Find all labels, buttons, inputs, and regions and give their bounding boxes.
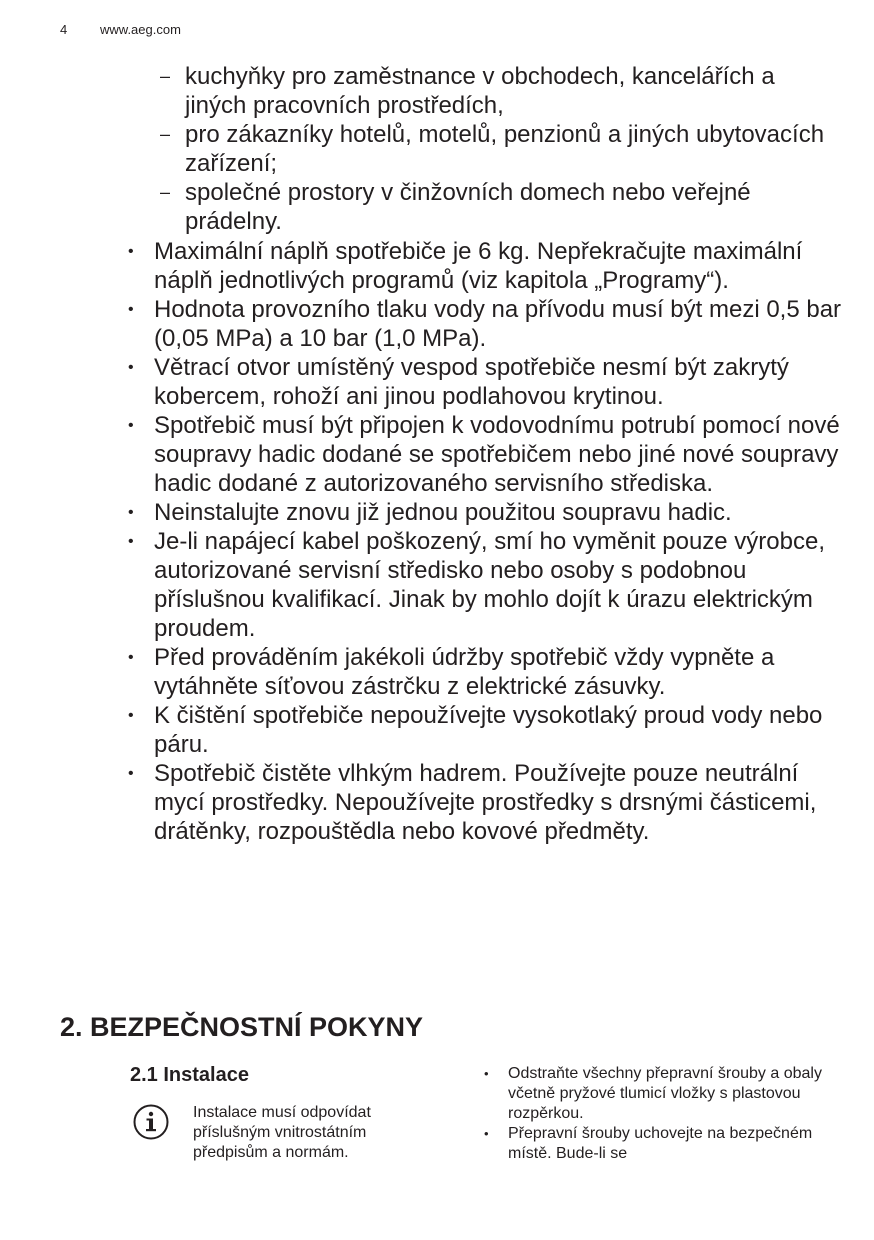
sub-list-item-text: kuchyňky pro zaměstnance v obchodech, kancelářích a jiných pracovních prostředích, xyxy=(185,63,775,119)
bullet-item xyxy=(126,498,846,527)
bullet-item xyxy=(126,759,846,846)
bullet-text: K čištění spotřebiče nepoužívejte vysokotlaký proud vody nebo páru. xyxy=(154,702,823,758)
bullet-item xyxy=(126,237,846,295)
bullet-marker: • xyxy=(128,504,134,521)
installation-item xyxy=(484,1124,824,1164)
installation-item-text: Přepravní šrouby uchovejte na bezpečném místě. Bude-li se xyxy=(508,1125,813,1162)
bullet-item xyxy=(126,643,846,701)
sub-list xyxy=(160,62,840,236)
sub-list-item-text: pro zákazníky hotelů, motelů, penzionů a jiných ubytovacích zařízení; xyxy=(185,121,825,177)
info-note-text: Instalace musí odpovídat příslušným vnitrostátním předpisům a normám. xyxy=(193,1104,371,1161)
info-icon xyxy=(132,1103,170,1141)
sub-list-item-text: společné prostory v činžovních domech nebo veřejné prádelny. xyxy=(185,179,751,235)
bullet-text: Větrací otvor umístěný vespod spotřebiče nesmí být zakrytý kobercem, rohoží ani jinou podlahovou krytinou. xyxy=(154,354,789,410)
installation-item xyxy=(484,1064,824,1124)
bullet-item xyxy=(126,527,846,643)
bullet-text: Před prováděním jakékoli údržby spotřebič vždy vypněte a vytáhněte síťovou zástrčku z elektrické zásuvky. xyxy=(154,644,775,700)
page-header xyxy=(60,22,181,37)
bullet-text: Neinstalujte znovu již jednou použitou soupravu hadic. xyxy=(154,499,732,526)
bullet-marker: • xyxy=(128,243,134,260)
bullet-marker: • xyxy=(128,649,134,666)
installation-item-text: Odstraňte všechny přepravní šrouby a obaly včetně pryžové tlumicí vložky s plastovou rozpěrkou. xyxy=(508,1065,822,1122)
bullet-text: Maximální náplň spotřebiče je 6 kg. Nepřekračujte maximální náplň jednotlivých programů (viz kapitola „Programy“). xyxy=(154,238,803,294)
bullet-item xyxy=(126,295,846,353)
bullet-marker: • xyxy=(484,1126,489,1141)
bullet-marker: • xyxy=(128,359,134,376)
dash-marker: – xyxy=(160,124,171,144)
bullet-marker: • xyxy=(128,301,134,318)
subsection-title: 2.1 Instalace xyxy=(130,1064,249,1086)
bullet-item xyxy=(126,411,846,498)
bullet-marker: • xyxy=(128,533,134,550)
bullet-text: Hodnota provozního tlaku vody na přívodu musí být mezi 0,5 bar (0,05 MPa) a 10 bar (1,0 MPa). xyxy=(154,296,842,352)
sub-list-item xyxy=(160,62,840,120)
bullet-text: Je-li napájecí kabel poškozený, smí ho vyměnit pouze výrobce, autorizované servisní středisko nebo osoby s podobnou příslušnou kvalifikací. Jinak by mohlo dojít k úrazu elektrickým proudem. xyxy=(154,528,826,642)
dash-marker: – xyxy=(160,66,171,86)
bullet-marker: • xyxy=(128,765,134,782)
bullet-item xyxy=(126,353,846,411)
bullet-marker: • xyxy=(128,707,134,724)
website-url: www.aeg.com xyxy=(100,22,181,37)
bullet-marker: • xyxy=(484,1066,489,1081)
section-title: 2. BEZPEČNOSTNÍ POKYNY xyxy=(60,1012,424,1042)
bullet-text: Spotřebič čistěte vlhkým hadrem. Používejte pouze neutrální mycí prostředky. Nepoužívejte prostředky s drsnými částicemi, drátěnky, rozpouštědla nebo kovové předměty. xyxy=(154,760,817,845)
installation-list xyxy=(484,1064,824,1164)
dash-marker: – xyxy=(160,182,171,202)
sub-list-item xyxy=(160,178,840,236)
bullet-item xyxy=(126,701,846,759)
bullet-marker: • xyxy=(128,417,134,434)
bullet-text: Spotřebič musí být připojen k vodovodnímu potrubí pomocí nové soupravy hadic dodané se spotřebičem nebo jiné nové soupravy hadic dodané z autorizovaného servisního střediska. xyxy=(154,412,840,497)
sub-list-item xyxy=(160,120,840,178)
bullet-list xyxy=(126,237,846,846)
page-number: 4 xyxy=(60,22,68,37)
